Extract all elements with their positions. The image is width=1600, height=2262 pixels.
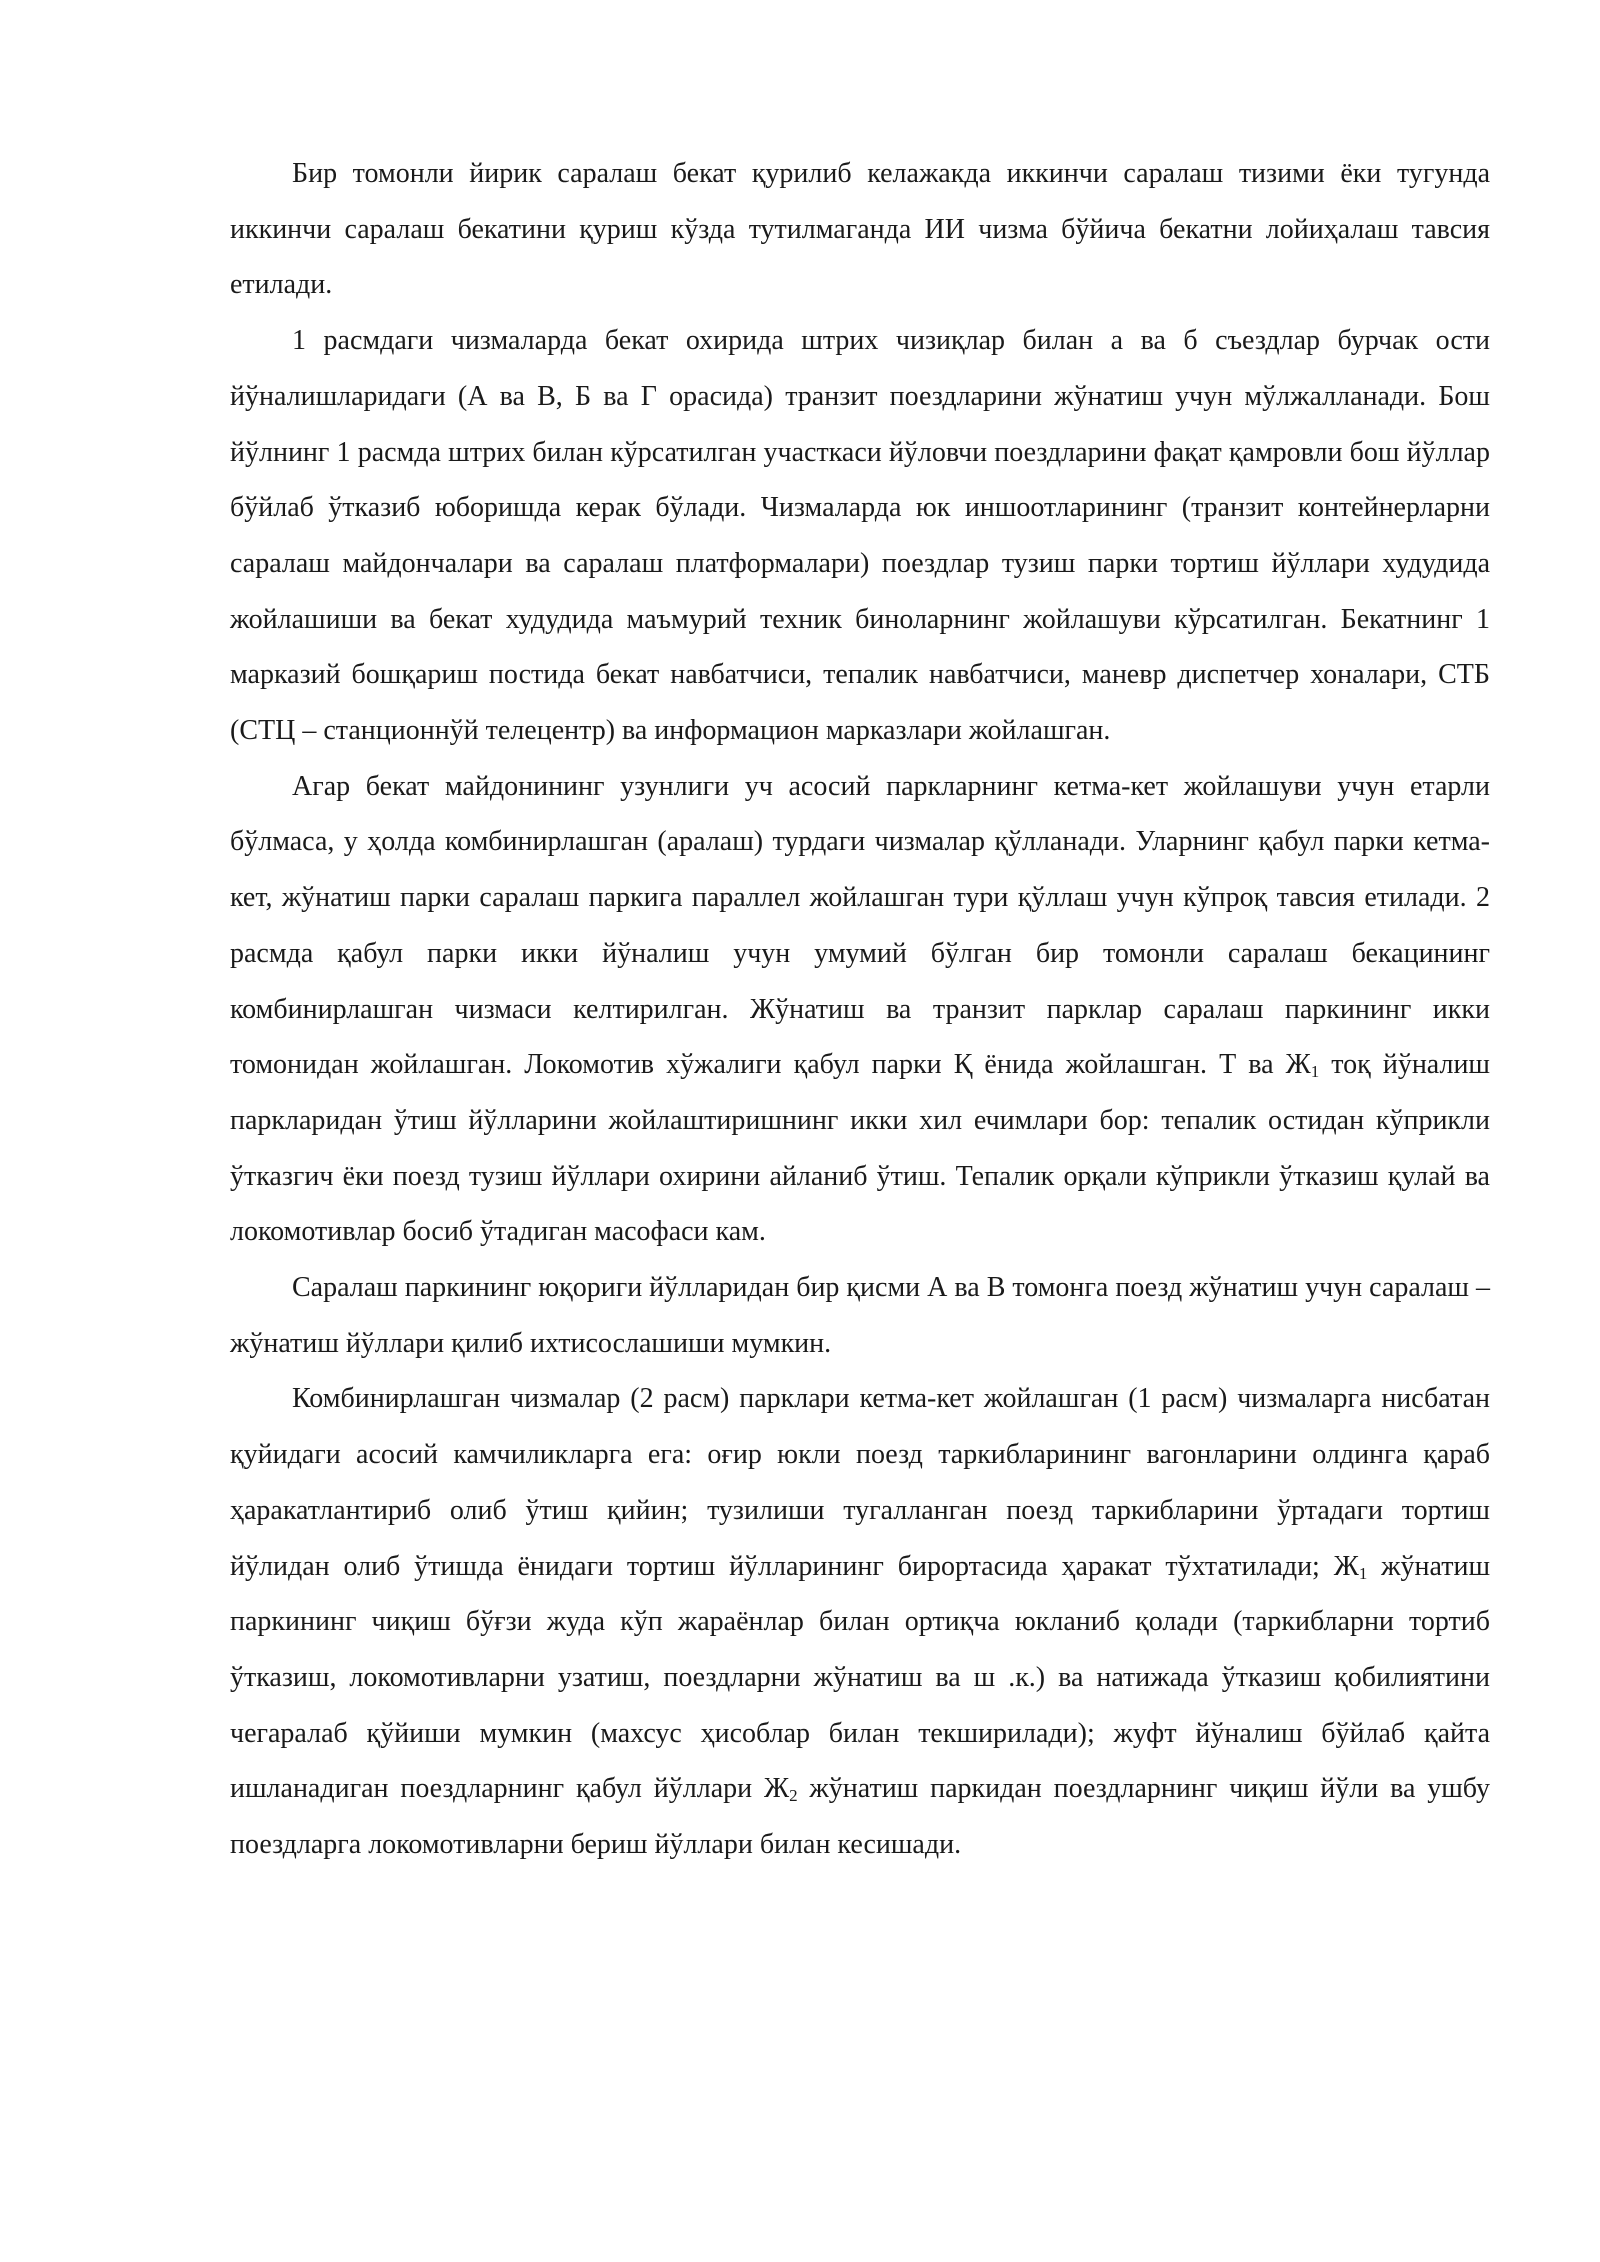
- paragraph-3: [230, 759, 1490, 1260]
- paragraph-text: Бир томонли йирик саралаш бекат қурилиб келажакда иккинчи саралаш тизими ёки тугунда иккинчи саралаш бекатини қуриш кўзда тутилмаганда ИИ чизма бўйича бекатни лойиҳалаш тавсия етилади.: [230, 158, 1490, 301]
- paragraph-2: [230, 313, 1490, 759]
- paragraph-text: жўнатиш паркидан поездларнинг чиқиш йўли ва ушбу поездларга локомотивларни бериш йўллари билан кесишади.: [230, 1773, 1490, 1861]
- document-body: [230, 146, 1490, 1873]
- paragraph-text: жўнатиш паркининг чиқиш бўғзи жуда кўп жараёнлар билан ортиқча юкланиб қолади (таркибларни тортиб ўтказиш, локомотивларни узатиш, поездларни жўнатиш ва ш .к.) ва натижада ўтказиш қобилиятини чегаралаб қўйиши мумкин (махсус ҳисоблар билан текширилади); жуфт йўналиш бўйлаб қайта ишланадиган поездларнинг қабул йўллари Ж: [230, 1550, 1490, 1805]
- paragraph-1: [230, 146, 1490, 313]
- paragraph-text: Агар бекат майдонининг узунлиги уч асосий паркларнинг кетма-кет жойлашуви учун етарли бўлмаса, у ҳолда комбинирлашган (аралаш) турдаги чизмалар қўлланади. Уларнинг қабул парки кетма-кет, жўнатиш парки саралаш паркига параллел жойлашган тури қўллаш учун кўпроқ тавсия етилади. 2 расмда қабул парки икки йўналиш учун умумий бўлган бир томонли саралаш бекацининг комбинирлашган чизмаси келтирилган. Жўнатиш ва транзит парклар саралаш паркининг икки томонидан жойлашган. Локомотив хўжалиги қабул парки Қ ёнида жойлашган. Т ва Ж: [230, 770, 1490, 1081]
- paragraph-4: [230, 1260, 1490, 1371]
- subscript: 1: [1310, 1062, 1320, 1082]
- paragraph-text: Комбинирлашган чизмалар (2 расм) парклари кетма-кет жойлашган (1 расм) чизмаларга нисбатан қуйидаги асосий камчиликларга ега: оғир юкли поезд таркибларининг вагонларини олдинга қараб ҳаракатлантириб олиб ўтиш қийин; тузилиши тугалланган поезд таркибларини ўртадаги тортиш йўлидан олиб ўтишда ёнидаги тортиш йўлларининг бирортасида ҳаракат тўхтатилади; Ж: [230, 1383, 1490, 1582]
- subscript: 2: [789, 1786, 798, 1806]
- paragraph-text: Саралаш паркининг юқориги йўлларидан бир қисми А ва В томонга поезд жўнатиш учун саралаш – жўнатиш йўллари қилиб ихтисослашиши мумкин.: [230, 1272, 1490, 1359]
- paragraph-text: тоқ йўналиш паркларидан ўтиш йўлларини жойлаштиришнинг икки хил ечимлари бор: тепалик остидан кўприкли ўтказгич ёки поезд тузиш йўллари охирини айланиб ўтиш. Тепалик орқали кўприкли ўтказиш қулай ва локомотивлар босиб ўтадиган масофаси кам.: [230, 1049, 1490, 1248]
- paragraph-5: [230, 1371, 1490, 1872]
- paragraph-text: 1 расмдаги чизмаларда бекат охирида штрих чизиқлар билан а ва б съездлар бурчак ости йўналишларидаги (А ва В, Б ва Г орасида) транзит поездларини жўнатиш учун мўлжалланади. Бош йўлнинг 1 расмда штрих билан кўрсатилган участкаси йўловчи поездларини фақат қамровли бош йўллар бўйлаб ўтказиб юборишда керак бўлади. Чизмаларда юк иншоотларининг (транзит контейнерларни саралаш майдончалари ва саралаш платформалари) поездлар тузиш парки тортиш йўллари худудида жойлашиши ва бекат худудида маъмурий техник биноларнинг жойлашуви кўрсатилган. Бекатнинг 1 марказий бошқариш постида бекат навбатчиси, тепалик навбатчиси, маневр диспетчер хоналари, СТБ (СТЦ – станционнўй телецентр) ва информацион марказлари жойлашган.: [230, 325, 1490, 747]
- subscript: 1: [1358, 1563, 1368, 1583]
